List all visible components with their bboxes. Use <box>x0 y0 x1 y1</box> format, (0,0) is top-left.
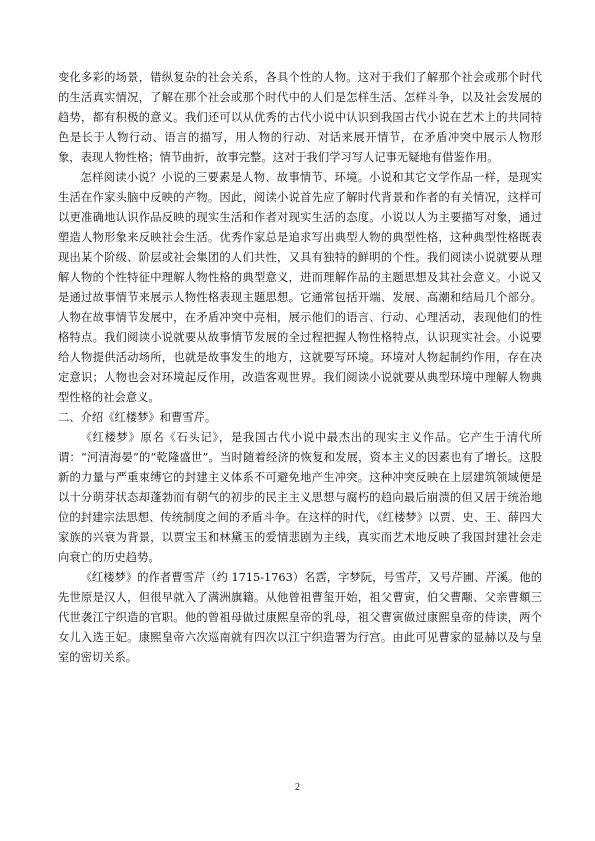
paragraph-hongloumeng-intro: 《红楼梦》原名《石头记》，是我国古代小说中最杰出的现实主义作品。它产生于清代所谓：“河清海晏”的“乾隆盛世”。当时随着经济的恢复和发展，资本主义的因素也有了增长。这股新的力量与严重束缚它的封建主义体系不可避免地产生冲突。这种冲突反映在上层建筑领域便是以十分萌芽状态却蓬勃而有朝气的初步的民主主义思想与腐朽的趋向最后崩溃的但又居于统治地位的封建宗法思想、传统制度之间的矛盾斗争。在这样的时代，《红楼梦》以贾、史、王、薛四大家族的兴衰为背景，以贾宝玉和林黛玉的爱情悲剧为主线，真实而艺术地反映了我国封建社会走向衰亡的历史趋势。 <box>58 431 542 564</box>
paragraph-how-to-read-novels: 怎样阅读小说？小说的三要素是人物、故事情节、环境。小说和其它文学作品一样，是现实生活在作家头脑中反映的产物。因此，阅读小说首先应了解时代背景和作者的有关情况，这样可以更准确地认识作品反映的现实生活和作者对现实生活的态度。小说以人为主要描写对象，通过塑造人物形象来反映社会生活。优秀作家总是追求写出典型人物的典型性格，这种典型性格既表现出某个阶级、阶层或社会集团的人们共性，又具有独特的鲜明的个性。我们阅读小说就要从理解人物的个性特征中理解人物性格的典型意义，进而理解作品的主题思想及其社会意义。小说又是通过故事情节来展示人物性格表现主题思想。它通常包括开端、发展、高潮和结局几个部分。人物在故事情节发展中，在矛盾冲突中亮相，展示他们的语言、行动、心理活动，表现他们的性格特点。我们阅读小说就要从故事情节发展的全过程把握人物性格特点，认识现实社会。小说要给人物提供活动场所，也就是故事发生的地方，这就要写环境。环境对人物起制约作用，存在决定意识；人物也会对环境起反作用，改造客观世界。我们阅读小说就要从典型环境中理解人物典型性格的社会意义。 <box>58 171 542 404</box>
paragraph-cao-xueqin: 《红楼梦》的作者曹雪芹（约 1715-1763）名霑，字梦阮，号雪芹，又号芹圃、芹溪。他的先世原是汉人，但很早就入了满洲旗籍。从他曾祖曹玺开始，祖父曹寅，伯父曹颙、父亲曹頫三代世袭江宁织造的官职。他的曾祖母做过康熙皇帝的乳母，祖父曹寅做过康熙皇帝的侍读，两个女儿入选王妃。康熙皇帝六次巡南就有四次以江宁织造署为行宫。由此可见曹家的显赫以及与皇室的密切关系。 <box>58 571 542 664</box>
page-number: 2 <box>295 782 300 793</box>
paragraph-continuation: 变化多彩的场景，错纵复杂的社会关系，各具个性的人物。这对于我们了解那个社会或那个时代的生活真实情况，了解在那个社会或那个时代中的人们是怎样生活、怎样斗争，以及社会发展的趋势，都有积极的意义。我们还可以从优秀的古代小说中认识到我国古代小说在艺术上的共同特色是长于人物行动、语言的描写，用人物的行动、对话来展开情节，在矛盾冲突中展示人物形象，表现人物性格；情节曲折，故事完整。这对于我们学习写人记事无疑地有借鉴作用。 <box>58 71 542 164</box>
section-heading: 二、介绍《红楼梦》和曹雪芹。 <box>58 411 217 424</box>
document-body <box>58 68 542 668</box>
